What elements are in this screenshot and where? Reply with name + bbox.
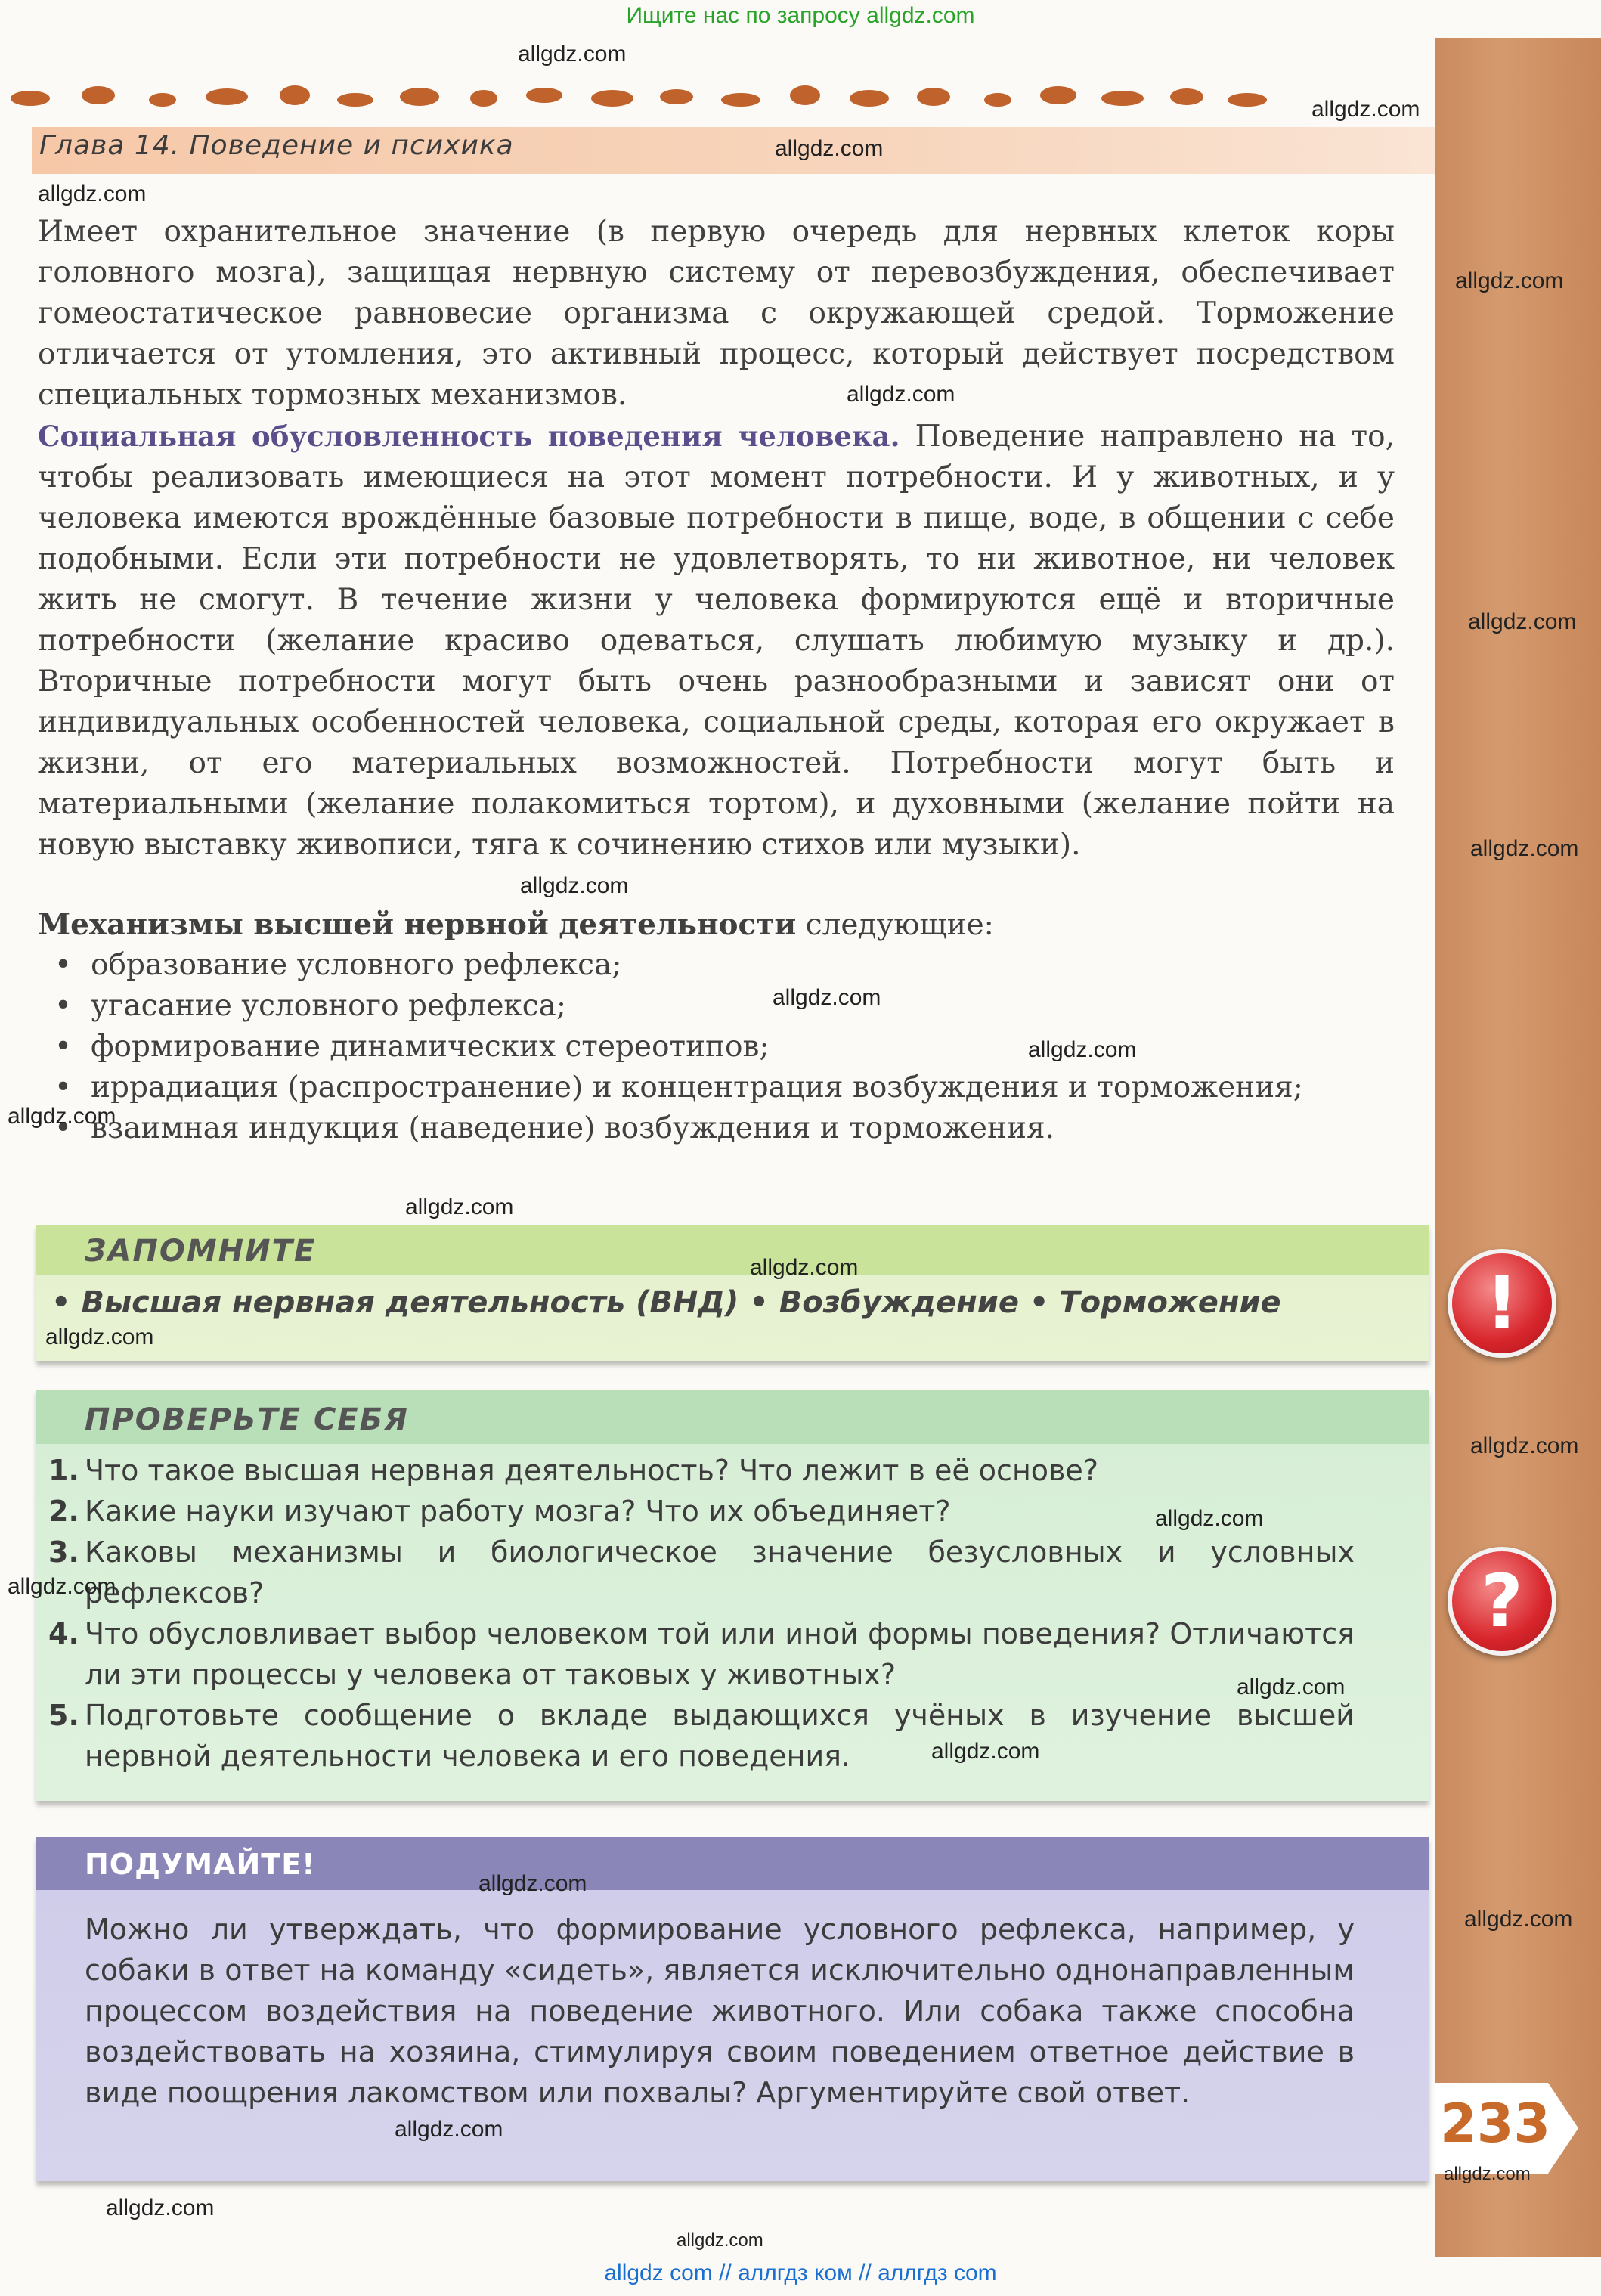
watermark[interactable]: allgdz.com	[1028, 1037, 1137, 1062]
section-heading-mechanisms: Механизмы высшей нервной деятельности	[38, 907, 797, 942]
top-banner[interactable]: Ищите нас по запросу allgdz.com	[626, 3, 975, 28]
page-number: 233	[1440, 2093, 1551, 2155]
watermark[interactable]: allgdz.com	[847, 382, 955, 407]
watermark[interactable]: allgdz.com	[1444, 2164, 1531, 2184]
watermark[interactable]: allgdz.com	[106, 2195, 215, 2220]
remember-title: ЗАПОМНИТЕ	[85, 1234, 317, 1269]
list-item	[48, 1695, 1355, 1777]
list-item: • образование условного рефлекса;	[91, 945, 1395, 986]
list-item: • угасание условного рефлекса;	[91, 986, 1395, 1027]
mechanisms-intro-text: следующие:	[796, 908, 994, 942]
check-title: ПРОВЕРЬТЕ СЕБЯ	[85, 1402, 409, 1437]
watermark[interactable]: allgdz.com	[518, 42, 627, 67]
animal-silhouettes-icon	[0, 70, 1315, 122]
watermark[interactable]: allgdz.com	[931, 1739, 1040, 1764]
question-number: 4.	[48, 1617, 79, 1650]
watermark[interactable]: allgdz.com	[405, 1194, 514, 1219]
think-title: ПОДУМАЙТЕ!	[85, 1848, 316, 1881]
watermark[interactable]: allgdz.com	[1155, 1506, 1264, 1531]
question-text: Каковы механизмы и биологическое значение безусловных и условных рефлексов?	[85, 1535, 1355, 1610]
question-mark-icon: ?	[1448, 1547, 1556, 1656]
chapter-title: Глава 14. Поведение и психика	[39, 130, 514, 161]
question-text: Какие науки изучают работу мозга? Что их объединяет?	[85, 1495, 951, 1528]
list-item: • взаимная индукция (наведение) возбуждения и торможения.	[91, 1108, 1395, 1149]
paragraph-social-text: Поведение направлено на то, чтобы реализовать имеющиеся на этот момент потребности. И у животных, и у человека имеются врождённые базовые потребности в пище, воде, в общении с себе подобными. Если эти потребности не удовлетворять, то ни животное, ни человек жить не смогут. В течение жизни у человека формируются ещё и вторичные потребности (желание красиво одеваться, слушать любимую музыку и др.). Вторичные потребности могут быть очень разнообразными и зависят они от индивидуальных особенностей человека, социальной среды, которая его окружает в жизни, от его материальных возможностей. Потребности могут быть и материальными (желание полакомиться тортом), и духовными (желание пойти на новую выставку живописи, тяга к сочинению стихов или музыки).	[38, 420, 1395, 862]
bottom-banner[interactable]: allgdz com // аллгдз ком // аллгдз com	[604, 2260, 997, 2285]
watermark[interactable]: allgdz.com	[1464, 1907, 1573, 1932]
watermark[interactable]: allgdz.com	[1470, 1433, 1579, 1458]
think-text: Можно ли утверждать, что формирование условного рефлекса, например, у собаки в ответ на команду «сидеть», является исключительно однонаправленным процессом воздействия на поведение животного. Или собака также способна воздействовать на хозяина, стимулируя своим поведением ответное действие в виде поощрения лакомством или похвалы? Аргументируйте свой ответ.	[85, 1913, 1355, 2109]
section-heading-social: Социальная обусловленность поведения человека.	[38, 420, 900, 453]
watermark[interactable]: allgdz.com	[8, 1574, 116, 1599]
watermark[interactable]: allgdz.com	[38, 181, 147, 206]
question-number: 3.	[48, 1535, 79, 1569]
mechanisms-list	[91, 945, 1395, 1149]
list-item: • иррадиация (распространение) и концентрация возбуждения и торможения;	[91, 1067, 1395, 1108]
watermark[interactable]: allgdz.com	[1311, 97, 1420, 122]
watermark[interactable]: allgdz.com	[45, 1325, 154, 1349]
watermark[interactable]: allgdz.com	[478, 1871, 587, 1896]
watermark[interactable]: allgdz.com	[775, 136, 884, 161]
question-number: 1.	[48, 1454, 79, 1487]
paragraph-inhibition: Имеет охранительное значение (в первую очередь для нервных клеток коры головного мозга), защищая нервную систему от перевозбуждения, обеспечивает гомеостатическое равновесие организма с окружающей средой. Торможение отличается от утомления, это активный процесс, который действует посредством специальных тормозных механизмов.	[38, 215, 1395, 412]
question-text: Что такое высшая нервная деятельность? Что лежит в её основе?	[85, 1454, 1098, 1487]
watermark[interactable]: allgdz.com	[677, 2230, 763, 2251]
watermark[interactable]: allgdz.com	[8, 1104, 116, 1129]
list-item: • формирование динамических стереотипов;	[91, 1027, 1395, 1067]
question-number: 2.	[48, 1495, 79, 1528]
watermark[interactable]: allgdz.com	[750, 1255, 859, 1280]
watermark[interactable]: allgdz.com	[520, 873, 629, 898]
question-text: Что обусловливает выбор человеком той или иной формы поведения? Отличаются ли эти процессы у человека от таковых у животных?	[85, 1617, 1355, 1691]
exclamation-icon: !	[1448, 1249, 1556, 1358]
question-number: 5.	[48, 1699, 79, 1732]
question-text: Подготовьте сообщение о вкладе выдающихся учёных в изучение высшей нервной деятельности человека и его поведения.	[85, 1699, 1355, 1773]
paragraph-social-behavior	[38, 416, 1395, 866]
remember-terms: • Высшая нервная деятельность (ВНД) • Возбуждение • Торможение	[51, 1285, 1281, 1320]
paragraph-mechanisms-intro	[38, 904, 1395, 946]
watermark[interactable]: allgdz.com	[773, 985, 881, 1010]
watermark[interactable]: allgdz.com	[1468, 609, 1577, 634]
list-item	[48, 1613, 1355, 1695]
watermark[interactable]: allgdz.com	[1470, 836, 1579, 861]
watermark[interactable]: allgdz.com	[395, 2117, 503, 2142]
watermark[interactable]: allgdz.com	[1455, 268, 1564, 293]
list-item	[48, 1450, 1355, 1491]
watermark[interactable]: allgdz.com	[1237, 1675, 1346, 1700]
